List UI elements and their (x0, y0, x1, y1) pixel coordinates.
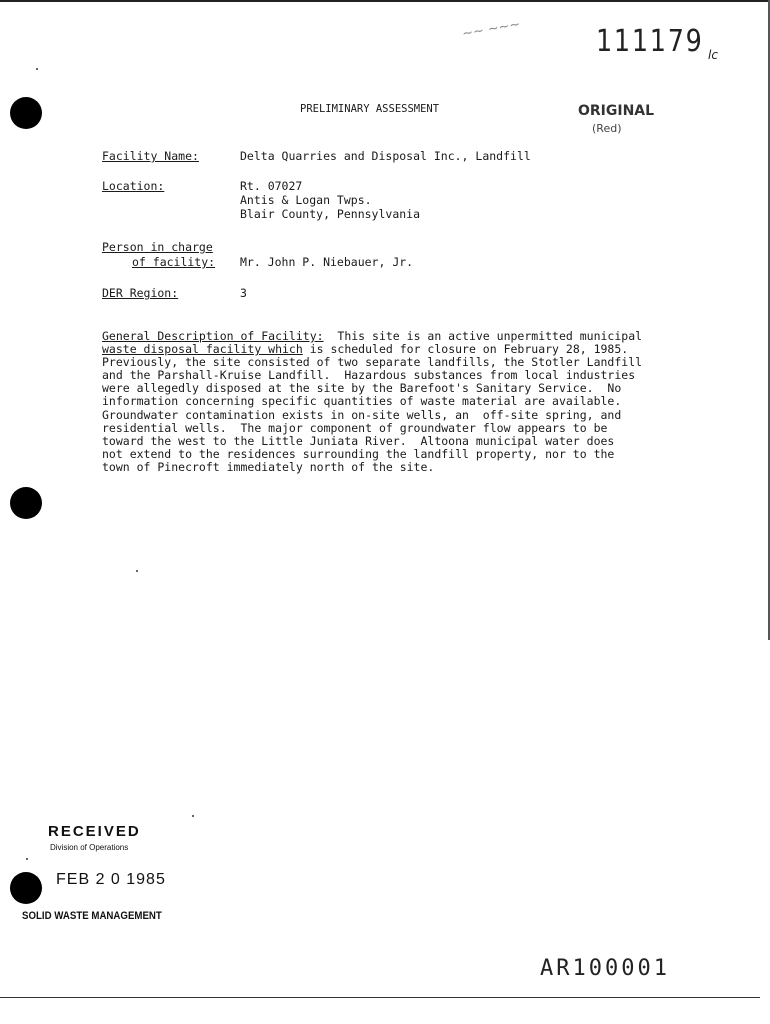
ar-number: AR100001 (540, 956, 670, 981)
description-label: General Description of Facility: (102, 329, 324, 343)
person-in-charge-label: Person in charge (102, 240, 213, 254)
scan-speck (36, 68, 38, 70)
facility-name-value: Delta Quarries and Disposal Inc., Landfill (240, 149, 531, 163)
punch-hole-middle (10, 487, 42, 519)
description-line: not extend to the residences surrounding the landfill property, nor to the (102, 446, 615, 461)
description-line-1-rest: This site is an active unpermitted municipal (323, 329, 643, 343)
scan-speck (136, 570, 138, 572)
description-line: were allegedly disposed at the site by the Barefoot's Sanitary Service. No (102, 381, 622, 396)
general-description (102, 330, 702, 474)
solid-waste-stamp: SOLID WASTE MANAGEMENT (22, 910, 162, 922)
facility-name-label: Facility Name: (102, 149, 199, 163)
location-line-1: Rt. 07027 (240, 179, 303, 193)
description-line: residential wells. The major component of groundwater flow appears to be (102, 420, 608, 435)
received-stamp: RECEIVED (48, 823, 141, 840)
description-line: and the Parshall-Kruise Landfill. Hazardous substances from local industries (102, 368, 636, 383)
scan-speck (26, 858, 28, 860)
corner-note: lc (708, 48, 718, 62)
of-facility-label: of facility: (132, 255, 216, 269)
der-region-value: 3 (240, 286, 247, 300)
punch-hole-bottom (10, 872, 42, 904)
location-label: Location: (102, 179, 165, 193)
original-mark: ORIGINAL (578, 103, 655, 119)
description-line-2-rest: is scheduled for closure on February 28, 1985. (302, 342, 629, 357)
punch-hole-top (10, 97, 42, 129)
description-line: Groundwater contamination exists in on-site wells, an off-site spring, and (102, 407, 622, 422)
handwritten-scribble: ~~ ~~~ (461, 17, 522, 42)
description-line: toward the west to the Little Juniata River. Altoona municipal water does (102, 433, 615, 448)
description-line-2-underlined: waste disposal facility which (102, 342, 303, 357)
received-date: FEB 2 0 1985 (56, 871, 166, 888)
person-in-charge-value: Mr. John P. Niebauer, Jr. (240, 255, 414, 269)
location-line-2: Antis & Logan Twps. (240, 193, 372, 207)
received-division: Division of Operations (50, 843, 129, 852)
description-line: Previously, the site consisted of two separate landfills, the Stotler Landfill (102, 355, 643, 370)
scan-speck (192, 815, 194, 817)
der-region-label: DER Region: (102, 286, 179, 300)
bottom-rule (0, 997, 760, 998)
original-sub-mark: (Red) (592, 122, 622, 135)
description-line: town of Pinecroft immediately north of the site. (102, 459, 435, 474)
doc-number: 111179 (596, 24, 704, 59)
location-line-3: Blair County, Pennsylvania (240, 207, 421, 221)
page-title: PRELIMINARY ASSESSMENT (300, 103, 440, 115)
description-line: information concerning specific quantities of waste material are available. (102, 394, 622, 409)
page-top-edge (0, 0, 770, 2)
